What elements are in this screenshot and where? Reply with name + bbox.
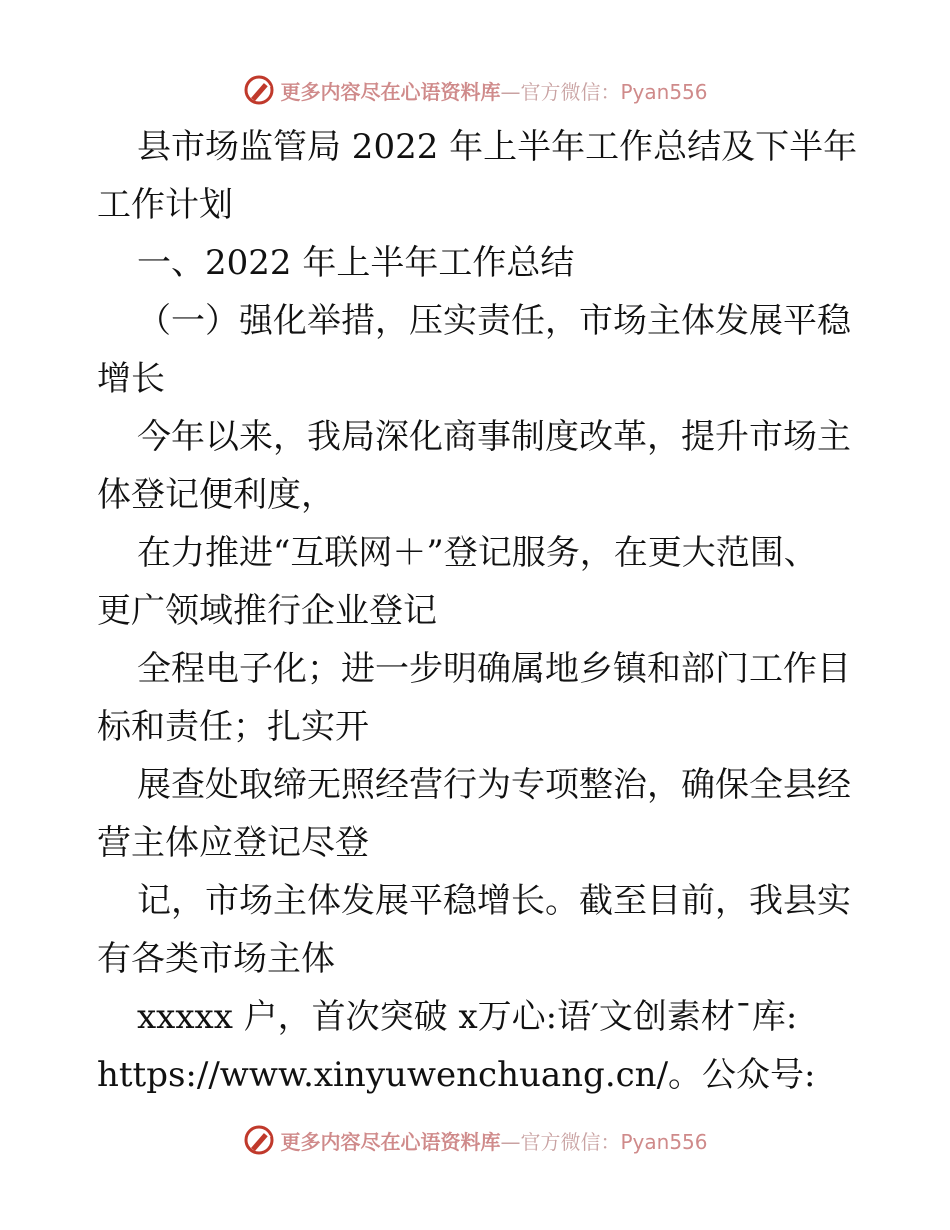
paragraph-line: 记，市场主体发展平稳增长。截至目前，我县实 [137, 881, 851, 921]
footer-banner [0, 1120, 950, 1160]
subsection-heading-line-2: 增长 [97, 359, 165, 399]
paragraph-line: 有各类市场主体 [97, 939, 335, 979]
paragraph-line: 在力推进“互联网＋”登记服务，在更大范围、 [137, 533, 818, 573]
paragraph-line: 全程电子化；进一步明确属地乡镇和部门工作目 [137, 649, 851, 689]
title-line-2: 工作计划 [97, 185, 233, 225]
paragraph-line: 营主体应登记尽登 [97, 823, 369, 863]
header-banner [0, 70, 950, 110]
section-heading: 一、2022 年上半年工作总结 [137, 243, 575, 283]
document-body [97, 118, 857, 1104]
header-banner-text: 更多内容尽在心语资料库—官方微信：Pyan556 [280, 79, 708, 104]
subsection-heading-line-1: （一）强化举措，压实责任，市场主体发展平稳 [137, 301, 851, 341]
paragraph-line: xxxxx 户，首次突破 x万心:语′文创素材¯库: [137, 997, 798, 1037]
paragraph-line: 更广领域推行企业登记 [97, 591, 437, 631]
pen-logo-icon [242, 1123, 276, 1157]
paragraph-line: 展查处取缔无照经营行为专项整治，确保全县经 [137, 765, 851, 805]
url-line: https://www.xinyuwenchuang.cn/。公众号: [97, 1055, 816, 1095]
paragraph-line: 体登记便利度， [97, 475, 335, 515]
title-line-1: 县市场监管局 2022 年上半年工作总结及下半年 [137, 127, 857, 167]
footer-banner-text: 更多内容尽在心语资料库—官方微信：Pyan556 [280, 1129, 708, 1154]
paragraph-line: 标和责任；扎实开 [97, 707, 369, 747]
paragraph-line: 今年以来，我局深化商事制度改革，提升市场主 [137, 417, 851, 457]
pen-logo-icon [242, 73, 276, 107]
